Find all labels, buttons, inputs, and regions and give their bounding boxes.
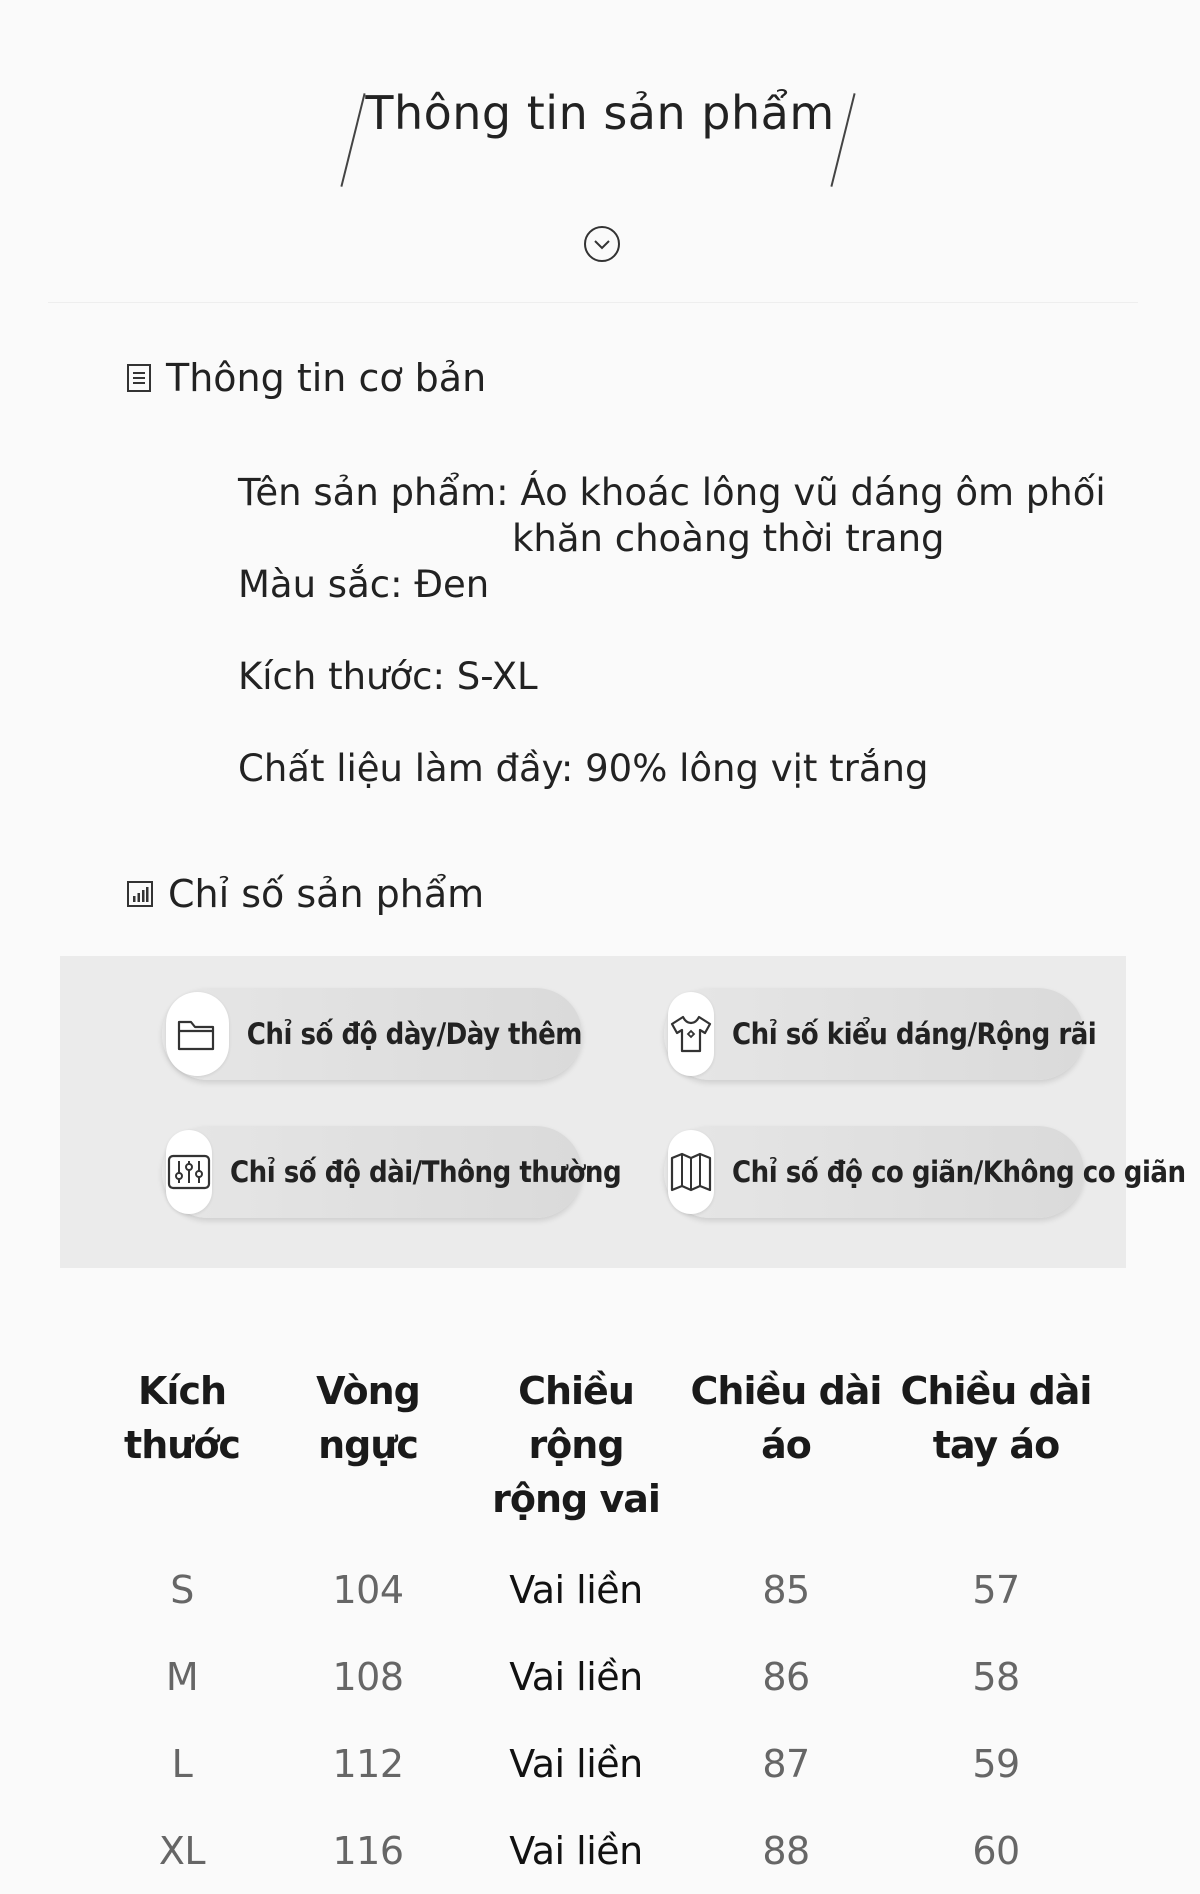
table-row bbox=[100, 1633, 1100, 1720]
header-divider bbox=[48, 302, 1138, 303]
page-title: Thông tin sản phẩm bbox=[365, 86, 835, 140]
sliders-icon-circle bbox=[166, 1130, 212, 1214]
product-name-label: Tên sản phẩm: bbox=[238, 471, 509, 514]
cell-chest: 112 bbox=[332, 1741, 404, 1786]
cell-shoulder: Vai liền bbox=[509, 1567, 643, 1612]
tshirt-icon bbox=[668, 1012, 714, 1056]
cell-chest: 104 bbox=[332, 1567, 404, 1612]
cell-sleeve: 57 bbox=[972, 1567, 1020, 1612]
product-index-heading bbox=[126, 872, 484, 916]
basic-info-title: Thông tin cơ bản bbox=[166, 356, 487, 400]
fit-index bbox=[664, 988, 1097, 1080]
product-index-panel bbox=[60, 956, 1186, 1268]
table-row bbox=[100, 1720, 1100, 1807]
folder-icon-circle bbox=[166, 992, 229, 1076]
cell-chest: 116 bbox=[332, 1828, 404, 1873]
cell-sleeve: 60 bbox=[972, 1828, 1020, 1873]
cell-shoulder: Vai liền bbox=[509, 1741, 643, 1786]
size-table-header bbox=[100, 1364, 1100, 1546]
cell-size: S bbox=[170, 1567, 194, 1612]
fit-index-label: Chỉ số kiểu dáng/Rộng rãi bbox=[732, 1017, 1097, 1051]
thickness-index bbox=[162, 988, 582, 1080]
table-row bbox=[100, 1807, 1100, 1894]
cell-shoulder: Vai liền bbox=[509, 1828, 643, 1873]
header-shoulder: Chiều rộng rộng vai bbox=[492, 1369, 660, 1521]
product-name-value-line1: Áo khoác lông vũ dáng ôm phối bbox=[520, 471, 1106, 514]
cell-size: M bbox=[165, 1654, 199, 1699]
cell-sleeve: 58 bbox=[972, 1654, 1020, 1699]
header-length: Chiều dài áo bbox=[690, 1369, 882, 1467]
filling-info: Chất liệu làm đầy: 90% lông vịt trắng bbox=[238, 747, 929, 790]
stretch-index-label: Chỉ số độ co giãn/Không co giãn bbox=[732, 1155, 1186, 1189]
product-index-title: Chỉ số sản phẩm bbox=[168, 872, 485, 916]
length-index bbox=[162, 1126, 622, 1218]
thickness-index-label: Chỉ số độ dày/Dày thêm bbox=[246, 1017, 582, 1051]
chevron-down-icon[interactable] bbox=[582, 224, 622, 264]
stretch-index bbox=[664, 1126, 1186, 1218]
header-chest: Vòng ngực bbox=[316, 1369, 420, 1467]
bar-chart-icon bbox=[126, 880, 154, 908]
cell-sleeve: 59 bbox=[972, 1741, 1020, 1786]
product-name-value-line2: khăn choàng thời trang bbox=[512, 517, 945, 560]
cell-length: 87 bbox=[762, 1741, 810, 1786]
basic-info-heading bbox=[126, 356, 486, 400]
folded-map-icon bbox=[668, 1150, 714, 1194]
page-header bbox=[0, 0, 1200, 300]
cell-length: 85 bbox=[762, 1567, 810, 1612]
header-size: Kích thước bbox=[124, 1369, 240, 1467]
cell-length: 88 bbox=[762, 1828, 810, 1873]
folder-icon bbox=[175, 1014, 219, 1054]
size-info: Kích thước: S-XL bbox=[238, 655, 538, 698]
folded-map-icon-circle bbox=[668, 1130, 714, 1214]
tshirt-icon-circle bbox=[668, 992, 714, 1076]
color-info: Màu sắc: Đen bbox=[238, 563, 490, 606]
sliders-icon bbox=[166, 1152, 212, 1192]
header-sleeve: Chiều dài tay áo bbox=[900, 1369, 1092, 1467]
size-table bbox=[100, 1364, 1100, 1894]
cell-size: L bbox=[171, 1741, 193, 1786]
length-index-label: Chỉ số độ dài/Thông thường bbox=[230, 1155, 622, 1189]
table-row bbox=[100, 1546, 1100, 1633]
cell-chest: 108 bbox=[332, 1654, 404, 1699]
document-icon bbox=[126, 363, 152, 393]
cell-shoulder: Vai liền bbox=[509, 1654, 643, 1699]
cell-length: 86 bbox=[762, 1654, 810, 1699]
cell-size: XL bbox=[158, 1828, 206, 1873]
